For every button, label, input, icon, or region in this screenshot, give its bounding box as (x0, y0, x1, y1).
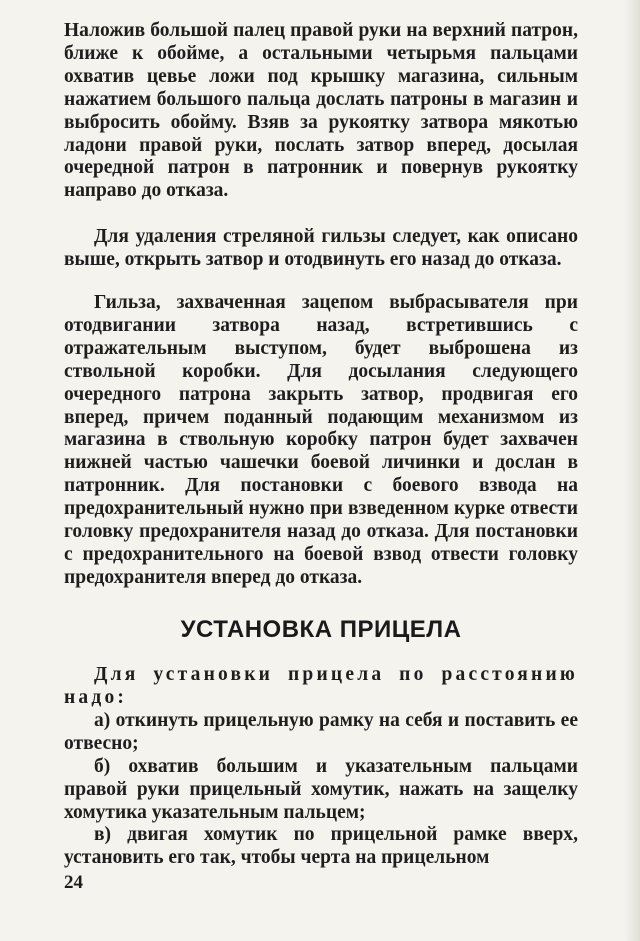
paragraph-loading-cartridges: Наложив большой палец правой руки на верхний патрон, ближе к обойме, а остальными четырьмя пальцами охватив цевье ложи под крышку магазина, сильным нажатием большого пальца дослать патроны в магазин и выбросить обойму. Взяв за рукоятку затвора мякотью ладони правой руки, послать затвор вперед, досылая очередной патрон в патронник и повернув рукоятку направо до отказа. (64, 20, 578, 202)
paragraph-ejection-and-safety: Гильза, захваченная зацепом выбрасывателя при отодвигании затвора назад, встретившись с отражательным выступом, будет выброшена из ствольной коробки. Для досылания следующего очередного патрона закрыть затвор, продвигая его вперед, причем поданный подающим механизмом из магазина в ствольную коробку патрон будет захвачен нижней частью чашечки боевой личинки и дослан в патронник. Для постановки с боевого взвода на предохранительный нужно при взведенном курке отвести головку предохранителя назад до отказа. Для постановки с предохранительного на боевой взвод отвести головку предохранителя вперед до отказа. (64, 292, 578, 588)
section-heading: УСТАНОВКА ПРИЦЕЛА (180, 616, 462, 643)
page-number: 24 (64, 872, 83, 893)
sight-step-b: б) охватив большим и указательным пальцами правой руки прицельный хомутик, нажать на защелку хомутика указательным пальцем; (64, 756, 578, 823)
sight-step-c: в) двигая хомутик по прицельной рамке вверх, установить его так, чтобы черта на прицельном (64, 824, 578, 868)
paragraph-removing-case: Для удаления стреляной гильзы следует, как описано выше, открыть затвор и отодвинуть его назад до отказа. (64, 226, 578, 270)
page-edge-shadow (624, 0, 640, 941)
sight-step-a: а) откинуть прицельную рамку на себя и поставить ее отвесно; (64, 710, 578, 754)
sight-intro-paragraph: Для установки прицела по расстоянию надо: (64, 664, 578, 708)
